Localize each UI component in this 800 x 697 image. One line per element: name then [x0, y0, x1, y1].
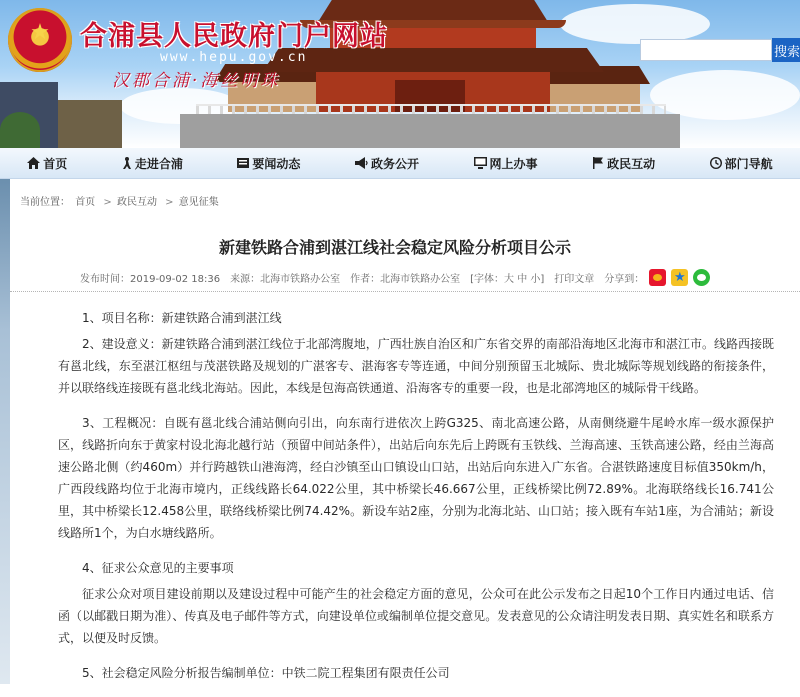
- nav-item-departments[interactable]: [710, 155, 773, 172]
- site-slogan: 汉郡合浦·海丝明珠: [112, 71, 281, 91]
- article-title: 新建铁路合浦到湛江线社会稳定风险分析项目公示: [218, 238, 571, 257]
- megaphone-icon: [355, 157, 368, 169]
- left-decoration-strip: [0, 179, 10, 684]
- publish-time: 发布时间：2019-09-02 18:36: [80, 274, 221, 285]
- font-size-switcher[interactable]: [字体：大 中 小]: [470, 274, 545, 285]
- nav-item-interaction[interactable]: [592, 155, 655, 172]
- article-paragraph: 征求公众对项目建设前期以及建设过程中可能产生的社会稳定方面的意见，公众可在此公示发布之日起10个工作日内通过电话、信函（以邮戳日期为准）、传真及电子邮件等方式，向建设单位或编制单位提交意见。发表意见的公众请注明发表日期、真实姓名和联系方式，以便及时反馈。: [58, 587, 774, 645]
- nav-item-home[interactable]: [27, 155, 67, 172]
- news-icon: [237, 157, 249, 169]
- nav-item-label: 走进合浦: [134, 156, 183, 171]
- weibo-share-icon[interactable]: [649, 269, 666, 286]
- search-button[interactable]: 搜索: [772, 38, 800, 62]
- nav-item-label: 政民互动: [607, 156, 656, 171]
- nav-item-label: 政务公开: [370, 156, 419, 171]
- article-paragraph: 1、项目名称：新建铁路合浦到湛江线: [82, 311, 282, 325]
- article-paragraph: 4、征求公众意见的主要事项: [82, 561, 234, 575]
- nav-item-news[interactable]: [237, 155, 300, 172]
- cloud-decoration: [560, 4, 710, 44]
- breadcrumb-item-consultation[interactable]: 意见征集: [178, 197, 219, 208]
- share-label: 分享到：: [604, 274, 645, 285]
- breadcrumb-item-interaction[interactable]: 政民互动: [116, 197, 157, 208]
- breadcrumb-separator: >: [103, 197, 112, 208]
- clock-icon: [710, 157, 722, 169]
- article-paragraph: 5、社会稳定风险分析报告编制单位：中铁二院工程集团有限责任公司: [82, 666, 450, 680]
- cloud-decoration: [650, 70, 800, 120]
- breadcrumb-item-home[interactable]: 首页: [75, 197, 96, 208]
- walker-icon: [122, 157, 132, 170]
- breadcrumb-prefix: 当前位置：: [20, 197, 70, 208]
- flag-icon: [592, 157, 604, 169]
- nav-item-label: 要闻动态: [252, 156, 301, 171]
- nav-item-about[interactable]: [122, 155, 183, 172]
- wechat-share-icon[interactable]: [693, 269, 710, 286]
- nav-item-gov-affairs[interactable]: [355, 155, 419, 172]
- nav-item-label: 部门导航: [724, 156, 773, 171]
- article-page: [10, 179, 800, 684]
- breadcrumb: [20, 193, 221, 208]
- home-icon: [27, 157, 40, 169]
- article-paragraph: 2、建设意义：新建铁路合浦到湛江线位于北部湾腹地，广西壮族自治区和广东省交界的南部沿海地区北海市和湛江市。线路西接既有邕北线，东至湛江枢纽与茂湛铁路及规划的广湛客专、湛海客专等连通，中间分别预留玉北城际、贵北城际等规划线路的衔接条件，并以联络线连接既有邕北线北海站。因此，本线是包海高铁通道、沿海客专的重要一段，也是北部湾地区的城际骨干线路。: [58, 337, 774, 395]
- pavilion-plaza: [180, 114, 680, 148]
- building-decoration: [58, 100, 122, 148]
- article-source: 来源：北海市铁路办公室: [230, 274, 341, 285]
- nav-item-label: 首页: [43, 156, 68, 171]
- breadcrumb-separator: >: [165, 197, 174, 208]
- site-title: 合浦县人民政府门户网站: [80, 21, 388, 52]
- nav-item-label: 网上办事: [489, 156, 538, 171]
- article-author: 作者：北海市铁路办公室: [350, 274, 461, 285]
- article-body: [58, 307, 774, 697]
- nav-item-online-services[interactable]: [474, 155, 538, 172]
- site-url: www.hepu.gov.cn: [160, 50, 308, 65]
- tree-decoration: [0, 112, 40, 148]
- site-banner: [0, 0, 800, 148]
- search-input[interactable]: [640, 39, 772, 61]
- qzone-share-icon[interactable]: [671, 269, 688, 286]
- meta-divider: [10, 291, 800, 292]
- monitor-icon: [474, 157, 487, 169]
- print-article-link[interactable]: 打印文章: [554, 274, 595, 285]
- article-meta: [80, 269, 710, 286]
- main-nav: [0, 148, 800, 179]
- article-paragraph: 3、工程概况：自既有邕北线合浦站侧向引出，向东南行进依次上跨G325、南北高速公路，从南侧绕避牛尾岭水库一级水源保护区，线路折向东于黄家村设北海北越行站（预留中间站条件），出站后向东先后上跨既有玉铁线、兰海高速、玉铁高速公路，经由兰海高速公路北侧（约460m）并行跨越铁山港海湾，经白沙镇至山口镇设山口站，出站后向东进入广东省。合湛铁路速度目标值350km/h，广西段线路均位于北海市境内，正线线路长64.022公里，其中桥梁长46.667公里，正线桥梁比例72.89%。北海联络线长16.741公里，其中桥梁长12.458公里，联络线桥梁比例74.42%。新设车站2座，分别为北海北站、山口站；接入既有车站1座，为合浦站；新设线路所1个，为白水塘线路所。: [58, 416, 774, 540]
- national-emblem-icon: [8, 8, 72, 72]
